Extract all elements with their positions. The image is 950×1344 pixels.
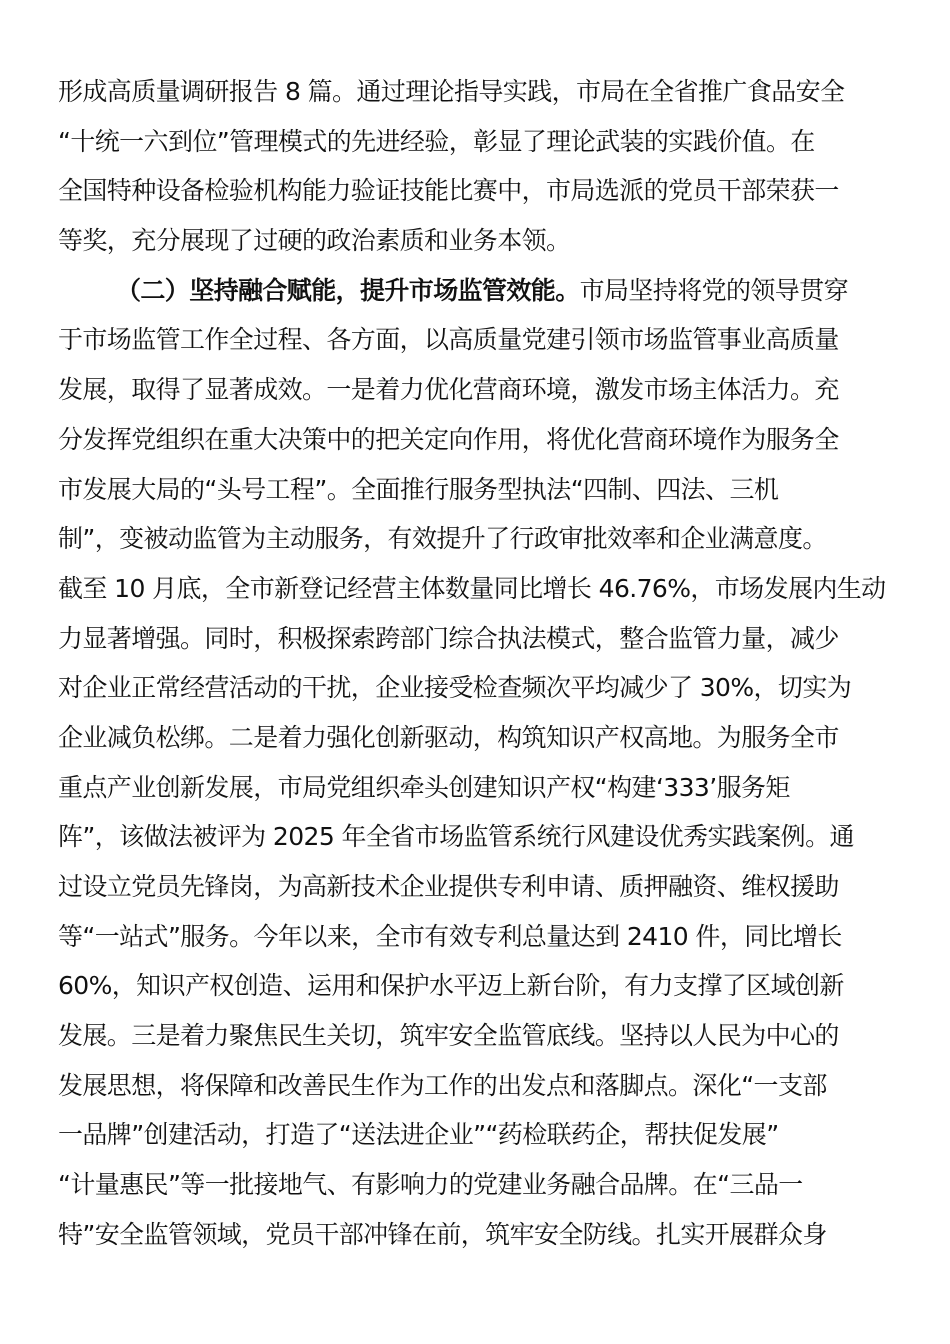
section-heading: （二）坚持融合赋能，提升市场监管效能。 xyxy=(116,275,580,305)
text-line: 发展思想，将保障和改善民生作为工作的出发点和落脚点。深化“一支部 xyxy=(58,1070,827,1100)
text-line: 制”，变被动监管为主动服务，有效提升了行政审批效率和企业满意度。 xyxy=(58,524,827,554)
text-line: 力显著增强。同时，积极探索跨部门综合执法模式，整合监管力量，减少 xyxy=(58,623,839,653)
document-body xyxy=(58,67,888,1260)
heading-line-rest: 市局坚持将党的领导贯穿 xyxy=(579,275,849,305)
text-line: “十统一六到位”管理模式的先进经验，彰显了理论武装的实践价值。在 xyxy=(58,126,815,156)
text-line: 60%，知识产权创造、运用和保护水平迈上新台阶，有力支撑了区域创新 xyxy=(58,971,844,1001)
text-line: 分发挥党组织在重大决策中的把关定向作用，将优化营商环境作为服务全 xyxy=(58,424,839,454)
text-line: 重点产业创新发展，市局党组织牵头创建知识产权“构建‘333’服务矩 xyxy=(58,772,790,802)
text-line-first xyxy=(58,266,888,316)
text-line: 对企业正常经营活动的干扰，企业接受检查频次平均减少了 30%，切实为 xyxy=(58,673,852,703)
text-line: “计量惠民”等一批接地气、有影响力的党建业务融合品牌。在“三品一 xyxy=(58,1170,803,1200)
text-line: 阵”，该做法被评为 2025 年全省市场监管系统行风建设优秀实践案例。通 xyxy=(58,822,854,852)
text-line: 发展。三是着力聚焦民生关切，筑牢安全监管底线。坚持以人民为中心的 xyxy=(58,1021,839,1051)
text-line: 截至 10 月底，全市新登记经营主体数量同比增长 46.76%，市场发展内生动 xyxy=(58,573,886,603)
text-line: 市发展大局的“头号工程”。全面推行服务型执法“四制、四法、三机 xyxy=(58,474,779,504)
text-line: 全国特种设备检验机构能力验证技能比赛中，市局选派的党员干部荣获一 xyxy=(58,176,839,206)
paragraph-section-two xyxy=(58,266,888,1260)
text-line: 等奖，充分展现了过硬的政治素质和业务本领。 xyxy=(58,226,571,256)
text-line: 发展，取得了显著成效。一是着力优化营商环境，激发市场主体活力。充 xyxy=(58,375,839,405)
text-line: 特”安全监管领域，党员干部冲锋在前，筑牢安全防线。扎实开展群众身 xyxy=(58,1219,827,1249)
text-line: 企业减负松绑。二是着力强化创新驱动，构筑知识产权高地。为服务全市 xyxy=(58,722,839,752)
text-line: 形成高质量调研报告 8 篇。通过理论指导实践，市局在全省推广食品安全 xyxy=(58,77,845,106)
text-line: 一品牌”创建活动，打造了“送法进企业”“药检联药企，帮扶促发展” xyxy=(58,1120,779,1150)
text-line: 过设立党员先锋岗，为高新技术企业提供专利申请、质押融资、维权援助 xyxy=(58,872,839,901)
paragraph-continued xyxy=(58,67,888,266)
text-line: 等“一站式”服务。今年以来，全市有效专利总量达到 2410 件，同比增长 xyxy=(58,921,842,951)
text-line: 于市场监管工作全过程、各方面，以高质量党建引领市场监管事业高质量 xyxy=(58,325,839,355)
